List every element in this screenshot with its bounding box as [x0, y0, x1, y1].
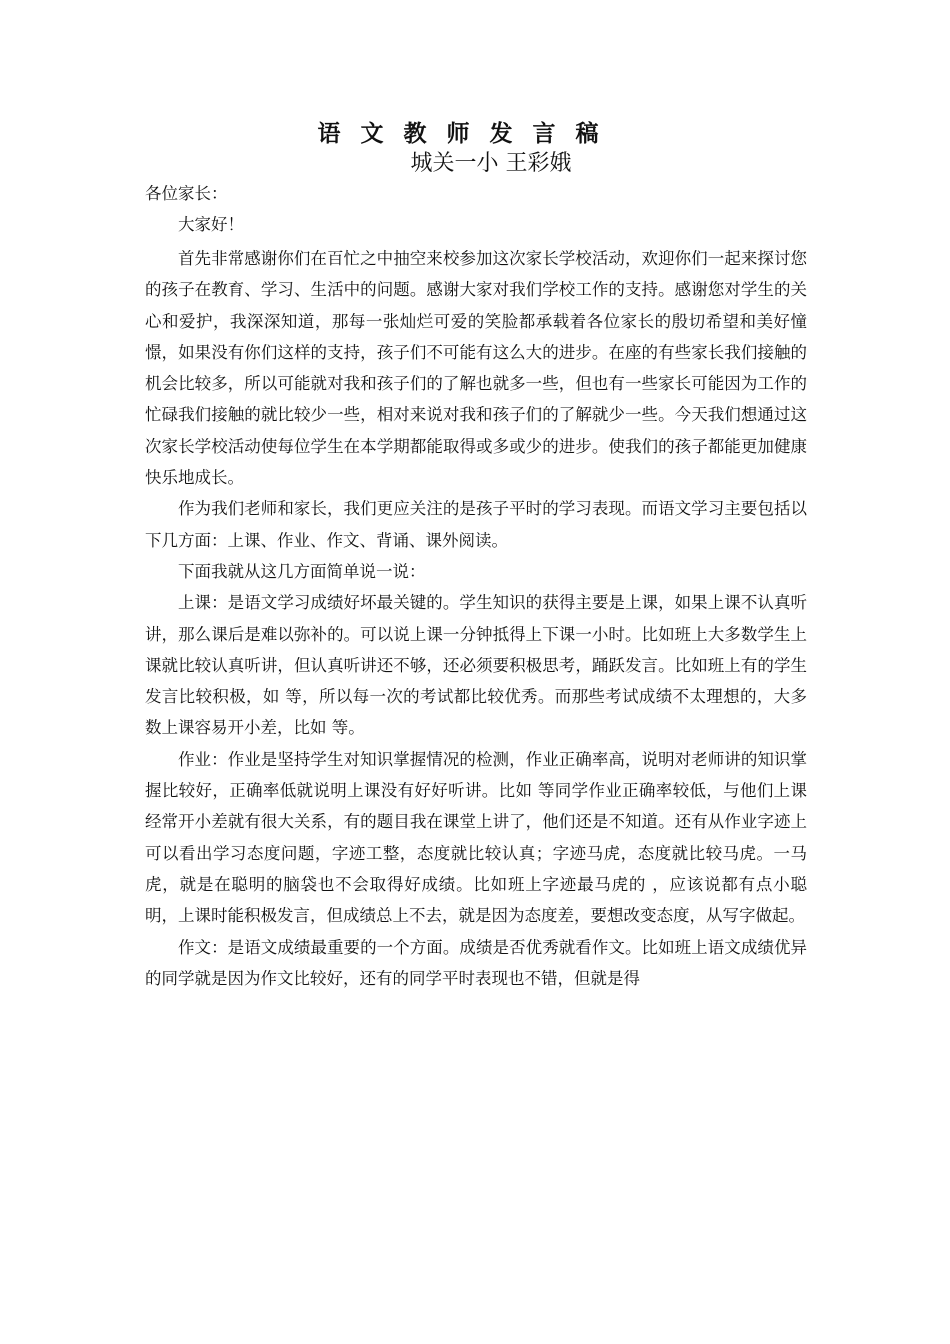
- paragraph-intro: 首先非常感谢你们在百忙之中抽空来校参加这次家长学校活动，欢迎你们一起来探讨您的孩子在教育、学习、生活中的问题。感谢大家对我们学校工作的支持。感谢您对学生的关心和爱护，我深深知道，那每一张灿烂可爱的笑脸都承载着各位家长的殷切希望和美好憧憬，如果没有你们这样的支持，孩子们不可能有这么大的进步。在座的有些家长我们接触的机会比较多，所以可能就对我和孩子们的了解也就多一些，但也有一些家长可能因为工作的忙碌我们接触的就比较少一些，相对来说对我和孩子们的了解就少一些。今天我们想通过这次家长学校活动使每位学生在本学期都能取得或多或少的进步。使我们的孩子都能更加健康快乐地成长。: [145, 249, 807, 488]
- document-subtitle: 城关一小 王彩娥: [410, 151, 572, 176]
- paragraph-homework: 作业：作业是坚持学生对知识掌握情况的检测，作业正确率高，说明对老师讲的知识掌握比较好，正确率低就说明上课没有好好听讲。比如 等同学作业正确率较低，与他们上课经常开小差就有很大关系，有的题目我在课堂上讲了，他们还是不知道。还有从作业字迹上可以看出学习态度问题，字迹工整，态度就比较认真；字迹马虎，态度就比较马虎。一马虎，就是在聪明的脑袋也不会取得好成绩。比如班上字迹最马虎的 ，应该说都有点小聪明，上课时能积极发言，但成绩总上不去，就是因为态度差，要想改变态度，从写字做起。: [145, 749, 807, 926]
- salutation: 各位家长：: [145, 184, 228, 203]
- paragraph-focus: 作为我们老师和家长，我们更应关注的是孩子平时的学习表现。而语文学习主要包括以下几方面：上课、作业、作文、背诵、课外阅读。: [145, 499, 807, 550]
- document-page: [145, 118, 807, 994]
- paragraph-composition: 作文：是语文成绩最重要的一个方面。成绩是否优秀就看作文。比如班上语文成绩优异的同学就是因为作文比较好，还有的同学平时表现也不错，但就是得: [145, 937, 807, 988]
- document-title: 语 文 教 师 发 言 稿: [317, 120, 605, 147]
- paragraph-transition: 下面我就从这几方面简单说一说：: [178, 561, 426, 581]
- greeting: 大家好！: [178, 215, 244, 234]
- paragraph-class: 上课：是语文学习成绩好坏最关键的。学生知识的获得主要是上课，如果上课不认真听讲，那么课后是难以弥补的。可以说上课一分钟抵得上下课一小时。比如班上大多数学生上课就比较认真听讲，但认真听讲还不够，还必须要积极思考，踊跃发言。比如班上有的学生发言比较积极，如 等，所以每一次的考试都比较优秀。而那些考试成绩不太理想的，大多数上课容易开小差，比如 等。: [145, 593, 807, 738]
